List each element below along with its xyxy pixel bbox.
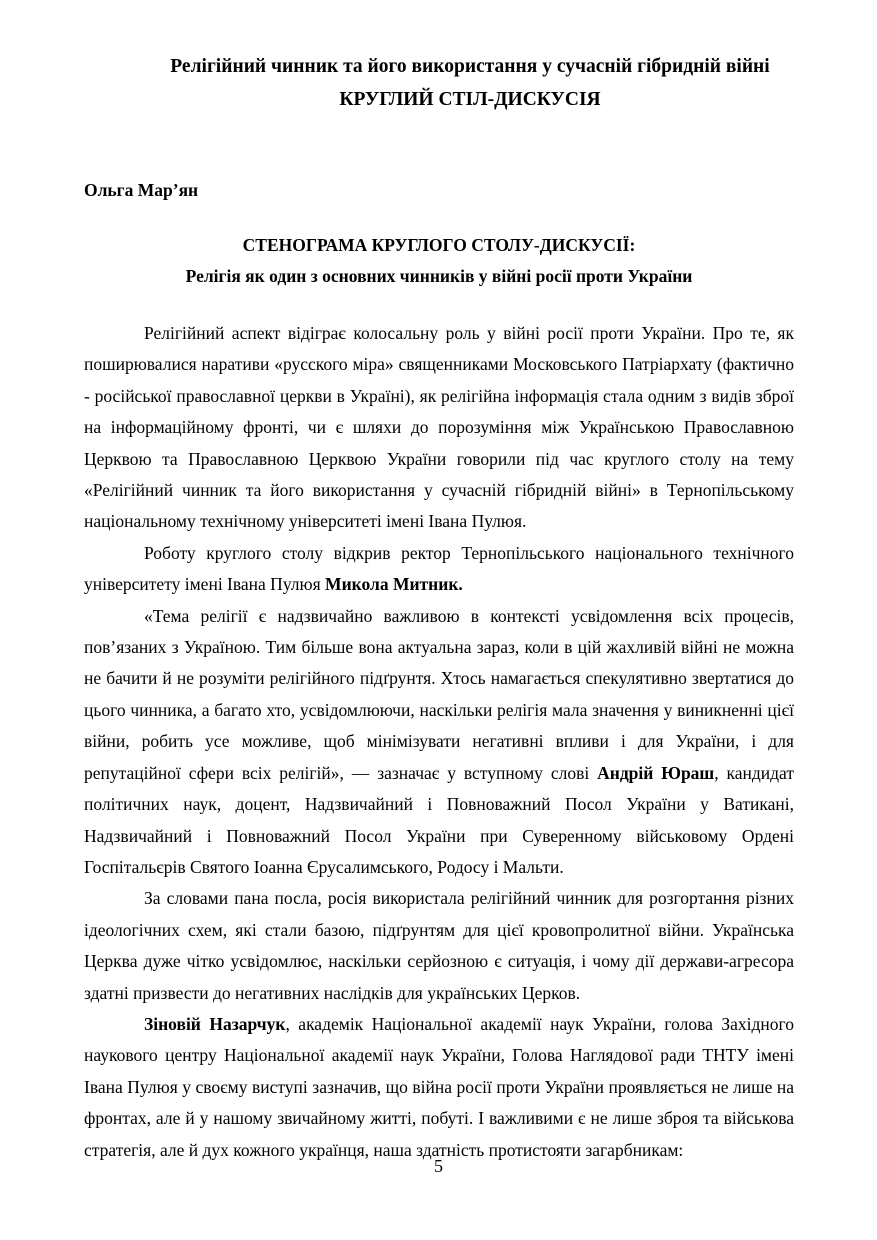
speaker-credentials-yurash: , кандидат політичних наук, доцент, Надзвичайний і Повноважний Посол України у Ватикані, Надзвичайний і Повноважний Посол України при Суверенному військовому Ордені Госпітальєрів Святого Іоанна Єрусалимського, Родосу і Мальти. [84, 762, 794, 877]
speaker-statement-nazarchuk: , академік Національної академії наук України, голова Західного наукового центру Національної академії наук України, Голова Наглядової ради ТНТУ імені Івана Пулюя у своєму виступі зазначив, що війна росії проти України проявляється не лише на фронтах, але й у нашому звичайному житті, побуті. І важливими є не лише зброя та військова стратегія, але й дух кожного українця, наша здатність протистояти загарбникам: [84, 1013, 794, 1160]
speaker-name-mytnyk: Микола Митник. [325, 574, 463, 595]
page-number: 5 [434, 1156, 443, 1176]
section-subtitle: Релігія як один з основних чинників у війні росії проти України [185, 266, 693, 286]
body-text [84, 318, 794, 1166]
speaker-name-nazarchuk: Зіновій Назарчук [144, 1013, 286, 1034]
quote-text: «Тема релігії є надзвичайно важливою в контексті усвідомлення всіх процесів, пов’язаних з Україною. Тим більше вона актуальна зараз, коли в цій жахливій війні не можна не бачити й не розуміти релігійного підґрунтя. Хтось намагається спекулятивно звертатися до цього чинника, а багато хто, усвідомлюючи, наскільки релігія мала значення у виникненні цієї війни, робить усе можливе, щоб мінімізувати негативні впливи і для України, і для репутаційної сфери всіх релігій», — зазначає у вступному слові [84, 605, 794, 783]
paragraph-opening-text: Роботу круглого столу відкрив ректор Тернопільського національного технічного університету імені Івана Пулюя [84, 542, 794, 595]
speaker-name-yurash: Андрій Юраш [597, 762, 715, 783]
author-name: Ольга Мар’ян [84, 180, 199, 200]
paragraph-quote [84, 601, 794, 884]
paragraph-opening [84, 538, 794, 601]
paragraph-nazarchuk [84, 1009, 794, 1166]
document-subtitle: КРУГЛИЙ СТІЛ-ДИСКУСІЯ [339, 89, 601, 110]
paragraph-intro: Релігійний аспект відіграє колосальну роль у війні росії проти України. Про те, як поширювалися наративи «русского міра» священниками Московського Патріархату (фактично - російської православної церкви в Україні), як релігійна інформація стала одним з видів зброї на інформаційному фронті, чи є шляхи до порозуміння між Українською Православною Церквою та Православною Церквою України говорили під час круглого столу на тему «Релігійний чинник та його використання у сучасній гібридній війні» в Тернопільському національному технічному університеті імені Івана Пулюя. [84, 323, 794, 532]
section-title: СТЕНОГРАМА КРУГЛОГО СТОЛУ-ДИСКУСІЇ: [242, 235, 636, 255]
document-title: Релігійний чинник та його використання у сучасній гібридній війні [170, 56, 770, 77]
paragraph-ambassador: За словами пана посла, росія використала релігійний чинник для розгортання різних ідеологічних схем, які стали базою, підґрунтям для цієї кровопролитної війни. Українська Церква дуже чітко усвідомлює, наскільки серйозною є ситуація, і чому дії держави-агресора здатні призвести до негативних наслідків для українських Церков. [84, 888, 794, 1003]
